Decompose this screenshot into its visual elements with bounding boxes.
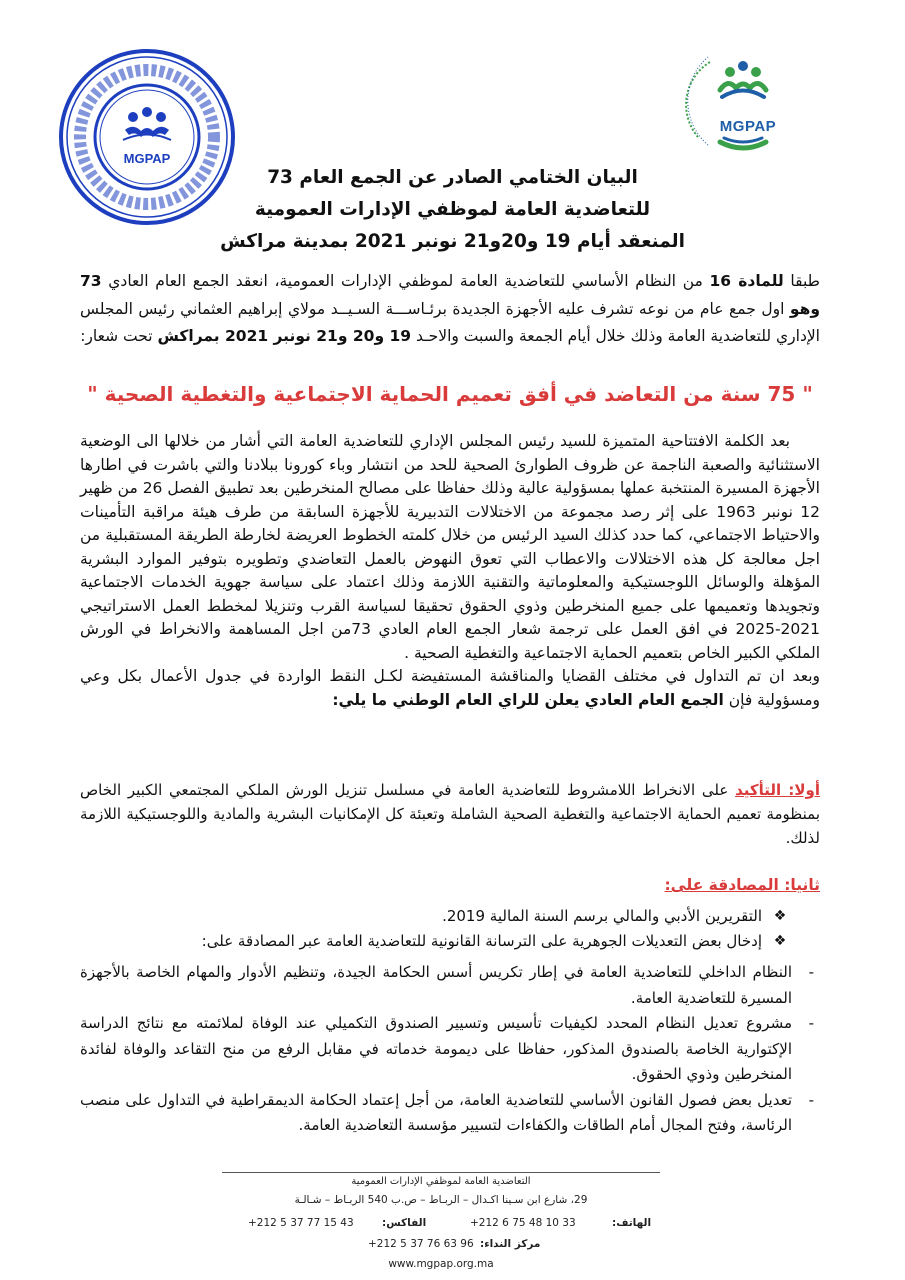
bullet-text: التقريرين الأدبي والمالي برسم السنة المالية 2019. [442,907,762,925]
bullet-text: إدخال بعض التعديلات الجوهرية على الترسانة القانونية للتعاضدية العامة عبر المصادقة على: [201,932,762,950]
diamond-bullet-icon: ❖ [773,933,787,949]
footer-phone-label: الهاتف: [612,1217,652,1229]
amendment-text: تعديل بعض فصول القانون الأساسي للتعاضدية العامة، من أجل إعتماد الحكامة الديمقراطية في التداول على منصب الرئاسة، وفتح المجال أمام الطاقات والكفاءات لتسيير مؤسسة التعاضدية العامة. [80,1090,792,1134]
slogan: " 75 سنة من التعاضد في أفق تعميم الحماية الاجتماعية والتغطية الصحية " [87,382,813,406]
intro-text-4: تحت شعار: [80,327,158,345]
second-point-bullets [80,904,790,954]
document-title [220,162,685,258]
dash-icon: - [808,1090,814,1109]
footer-divider [222,1172,660,1173]
footer-fax: +212 5 37 77 15 43 [248,1217,354,1229]
intro-paragraph [80,268,820,351]
amendment-item [80,960,820,1011]
body-conclusion-bold: الجمع العام العادي يعلن للراي العام الوطني ما يلي: [332,690,724,709]
body-conclusion-text: وبعد ان تم التداول في مختلف القضايا والمناقشة المستفيضة لكـل النقط الواردة في جدول الأعمال بكل وعي ومسؤولية فإن [80,667,820,709]
intro-dates: 19 و20 و21 نونبر 2021 بمراكش [157,327,412,345]
footer-call-label: مركز النداء: [480,1238,541,1250]
footer-website[interactable]: www.mgpap.org.ma [388,1258,494,1270]
bullet-item [80,929,790,954]
footer-fax-label: الفاكس: [382,1217,427,1229]
title-line-1: البيان الختامي الصادر عن الجمع العام 73 [267,167,638,188]
second-point-heading: ثانيا: المصادقة على: [664,876,820,894]
body-conclusion [80,665,820,712]
intro-text-1: طبقا [783,272,820,290]
dash-icon: - [808,963,814,981]
mgpap-logo [680,42,800,162]
amendment-text: مشروع تعديل النظام المحدد لكيفيات تأسيس وتسيير الصندوق التكميلي عند الوفاة لملائمته مع نتائج الدراسة الإكتوارية الخاصة بالصندوق المذكور، حفاظا على ديمومة خدماته في مقابل الرفع من منح التقاعد والوفاة لفائدة المنخرطين وذوي الحقوق. [80,1014,792,1083]
logo-text: MGPAP [719,118,777,135]
intro-text-2: من النظام الأساسي للتعاضدية العامة لموظفي الإدارات العمومية، انعقد الجمع العام العادي [101,272,710,290]
footer-org-name: التعاضدية العامة لموظفي الإدارات العمومية [351,1176,531,1187]
first-point [80,778,820,850]
footer-phone: +212 6 75 48 10 33 [470,1217,576,1229]
title-line-2: للتعاضدية العامة لموظفي الإدارات العمومية [254,199,651,220]
footer-address: 29، شارع ابن سـينا اكـدال – الربـاط – ص.ب 540 الربـاط – شـالـة [294,1194,588,1206]
stamp-center-text: MGPAP [123,151,171,166]
diamond-bullet-icon: ❖ [773,908,787,924]
amendments-list [80,960,820,1139]
amendment-item [80,1011,820,1088]
body-text: بعد الكلمة الافتتاحية المتميزة للسيد رئيس المجلس الإداري للتعاضدية العامة التي أشار من خلالها الى الوضعية الاستثنائية والصعبة الناجمة عن ظروف الطوارئ الصحية للحد من انتشار وباء كورونا ببلادنا والتي باشرت في اطارها الأجهزة المسيرة المنتخبة عملها بمسؤولية عالية وذلك حفاظا على مصالح المنخرطين بعد تطبيق الفصل 26 من ظهير 12 نونبر 1963 على إثر رصد مجموعة من الاختلالات التدبيرية للأجهزة السابقة من طرف هيئة مراقبة التأمينات والاحتياط الاجتماعي، كما حدد كذلك السيد الرئيس من خلال كلمته الخطوط العريضة لخارطة الطريقة المستقبلية من اجل معالجة كل هذه الاختلالات والاعطاب التي تعوق النهوض بالعمل التعاضدي وتطويره بتوفير الموارد البشرية المؤهلة والوسائل اللوجستيكية والمعلوماتية والتقنية اللازمة وذلك اعتماد على سياسة جهوية الخدمات الاجتماعية وتجويدها وتعميمها على جميع المنخرطين وذوي الحقوق تحقيقا لسياسة القرب وتنزيلا لمخطط العمل الاستراتيجي 2021-2025 في افق العمل على ترجمة شعار الجمع العام العادي 73من اجل المساهمة والانخراط في الورش الملكي الكبير الخاص بتعميم الحماية الاجتماعية والتغطية الصحية . [80,432,820,662]
intro-article-ref: للمادة 16 [709,272,784,290]
footer-call: +212 5 37 76 63 96 [368,1238,474,1250]
intro-text-3: اول جمع عام من نوعه تشرف عليه الأجهزة الجديدة برئـاســـة السـيــد مولاي إبراهيم العثماني رئيس المجلس الإداري للتعاضدية العامة وذلك خلال أيام الجمعة والسبت والاحـد [80,299,820,345]
dash-icon: - [808,1014,814,1032]
official-stamp [55,45,240,230]
bullet-item [80,904,790,929]
first-point-text: على الانخراط اللامشروط للتعاضدية العامة في مسلسل تنزيل الورش الملكي المجتمعي الكبير الخاص بمنظومة تعميم الحماية الاجتماعية والتغطية الصحية الشاملة وتعبئة كل الإمكانيات البشرية والمادية واللوجستيكية اللازمة لذلك. [80,781,820,847]
first-point-label: أولا: التأكيد [735,781,820,799]
intro-assembly-number: 73 وهو [80,272,820,318]
body-paragraph [80,430,820,712]
title-line-3: المنعقد أيام 19 و20و21 نونبر 2021 بمدينة مراكش [220,231,685,252]
amendment-item [80,1088,820,1139]
amendment-text: النظام الداخلي للتعاضدية العامة في إطار تكريس أسس الحكامة الجيدة، وتنظيم الأدوار والمهام الخاصة بالأجهزة المسيرة للتعاضدية العامة. [80,963,792,1007]
